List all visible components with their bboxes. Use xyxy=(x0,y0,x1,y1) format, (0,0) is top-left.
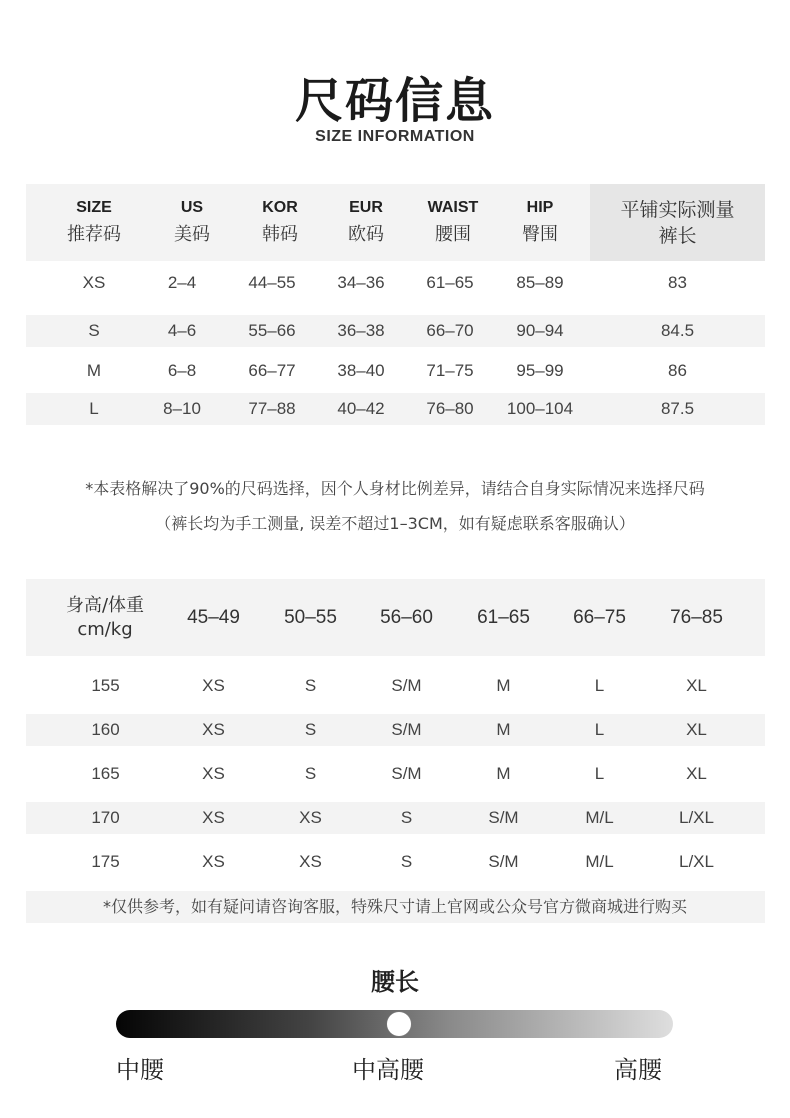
page-title: 尺码信息 xyxy=(294,73,495,129)
table-cell: M xyxy=(496,764,511,783)
table-row xyxy=(26,664,765,708)
table-cell: L/XL xyxy=(679,808,714,827)
table-cell: 83 xyxy=(668,273,687,292)
table-cell: 38–40 xyxy=(337,361,385,380)
table-cell: XS xyxy=(202,720,225,739)
waist-label-mid-high: 中高腰 xyxy=(352,1056,424,1084)
unit-label: cm/kg xyxy=(77,618,133,640)
table-cell: S/M xyxy=(391,764,422,783)
table-cell: M xyxy=(496,720,511,739)
weight-header: 50–55 xyxy=(284,606,337,628)
table-cell: 165 xyxy=(91,764,120,783)
table-cell: S xyxy=(400,852,413,871)
header-us-zh: 美码 xyxy=(174,224,210,245)
header-hip-zh: 臀围 xyxy=(522,224,558,245)
header-pants-length-label: 裤长 xyxy=(658,224,697,247)
header-size-zh: 推荐码 xyxy=(67,224,121,245)
table-cell: L xyxy=(594,764,605,783)
table-cell: S/M xyxy=(391,720,422,739)
table-cell: M xyxy=(86,361,102,380)
table-cell: 85–89 xyxy=(516,273,564,292)
table-cell: XS xyxy=(299,852,322,871)
header-size-en: SIZE xyxy=(76,199,112,216)
table-cell: M/L xyxy=(585,808,614,827)
table-cell: XS xyxy=(202,676,225,695)
table-cell: XS xyxy=(82,273,106,292)
table-cell: 87.5 xyxy=(660,399,695,418)
table-cell: XS xyxy=(299,808,322,827)
table-cell: 76–80 xyxy=(426,399,474,418)
table-cell: XL xyxy=(686,764,707,783)
table-cell: L xyxy=(594,720,605,739)
table-cell: 100–104 xyxy=(506,399,574,418)
table-cell: L xyxy=(594,676,605,695)
table-cell: 44–55 xyxy=(248,273,296,292)
table-cell: S/M xyxy=(488,808,519,827)
table-cell: L/XL xyxy=(679,852,714,871)
table-cell: XL xyxy=(686,720,707,739)
table-cell: XL xyxy=(686,676,707,695)
table-cell: S/M xyxy=(391,676,422,695)
weight-header: 61–65 xyxy=(477,606,530,628)
table-cell: 160 xyxy=(91,720,120,739)
table-cell: S xyxy=(88,321,100,340)
header-us-en: US xyxy=(180,199,204,216)
header-hip xyxy=(498,184,582,261)
size-table-header xyxy=(26,184,765,261)
header-hip-en: HIP xyxy=(526,199,554,216)
table-cell: 6–8 xyxy=(167,361,197,380)
table-row xyxy=(26,383,765,427)
weight-header: 66–75 xyxy=(573,606,626,628)
table-cell: 77–88 xyxy=(248,399,296,418)
table-row xyxy=(26,261,765,305)
table-cell: S xyxy=(304,764,317,783)
table-row xyxy=(26,714,765,746)
header-waist-zh: 腰围 xyxy=(435,224,471,245)
table-cell: M/L xyxy=(585,852,614,871)
table-cell: S xyxy=(400,808,413,827)
header-kor-zh: 韩码 xyxy=(262,224,298,245)
reference-note: *仅供参考，如有疑问请咨询客服，特殊尺寸请上官网或公众号官方微商城进行购买 xyxy=(102,897,687,916)
table-cell: XS xyxy=(202,808,225,827)
table-cell: XS xyxy=(202,764,225,783)
header-eur-en: EUR xyxy=(349,199,383,216)
waist-label-high: 高腰 xyxy=(614,1056,662,1084)
table-row xyxy=(26,840,765,884)
header-eur-zh: 欧码 xyxy=(348,224,384,245)
table-cell: 4–6 xyxy=(167,321,197,340)
header-measure-label: 平铺实际测量 xyxy=(620,198,735,221)
waist-rise-indicator xyxy=(387,1012,411,1036)
table-cell: S/M xyxy=(488,852,519,871)
table-cell: 86 xyxy=(668,361,687,380)
measure-note: （裤长均为手工测量, 误差不超过1–3CM，如有疑虑联系客服确认） xyxy=(155,514,635,533)
table-cell: 155 xyxy=(91,676,120,695)
weight-header: 76–85 xyxy=(670,606,723,628)
header-kor xyxy=(238,184,322,261)
table-cell: S xyxy=(304,720,317,739)
height-weight-label: 身高/体重 xyxy=(65,594,145,616)
header-us xyxy=(150,184,234,261)
table-cell: 84.5 xyxy=(660,321,695,340)
table-cell: 66–70 xyxy=(426,321,474,340)
header-kor-en: KOR xyxy=(262,199,298,216)
table-cell: 2–4 xyxy=(167,273,197,292)
table-cell: 36–38 xyxy=(337,321,385,340)
header-height-weight xyxy=(26,579,184,656)
table-cell: 61–65 xyxy=(426,273,474,292)
table-cell: 90–94 xyxy=(516,321,564,340)
page-subtitle: SIZE INFORMATION xyxy=(315,128,475,145)
table-cell: 170 xyxy=(91,808,120,827)
waist-rise-title: 腰长 xyxy=(371,968,419,996)
size-note: *本表格解决了90%的尺码选择，因个人身材比例差异，请结合自身实际情况来选择尺码 xyxy=(85,479,705,498)
weight-header: 56–60 xyxy=(380,606,433,628)
table-cell: S xyxy=(304,676,317,695)
header-waist xyxy=(411,184,495,261)
table-cell: 55–66 xyxy=(248,321,296,340)
table-cell: L xyxy=(89,399,99,418)
size-table xyxy=(26,184,765,437)
table-cell: 71–75 xyxy=(426,361,474,380)
header-waist-en: WAIST xyxy=(427,199,479,216)
header-pants-length xyxy=(590,184,765,261)
table-row xyxy=(26,339,765,383)
fit-table-header xyxy=(26,579,765,656)
fit-table xyxy=(26,579,765,656)
table-cell: M xyxy=(496,676,511,695)
table-cell: 8–10 xyxy=(163,399,201,418)
header-eur xyxy=(324,184,408,261)
waist-label-mid: 中腰 xyxy=(116,1056,164,1084)
table-cell: 95–99 xyxy=(516,361,564,380)
table-row xyxy=(26,752,765,796)
table-cell: 40–42 xyxy=(337,399,385,418)
table-cell: XS xyxy=(202,852,225,871)
table-row xyxy=(26,802,765,834)
table-cell: 175 xyxy=(91,852,120,871)
weight-header: 45–49 xyxy=(187,606,240,628)
table-cell: 66–77 xyxy=(248,361,296,380)
table-cell: 34–36 xyxy=(337,273,385,292)
header-size xyxy=(52,184,136,261)
